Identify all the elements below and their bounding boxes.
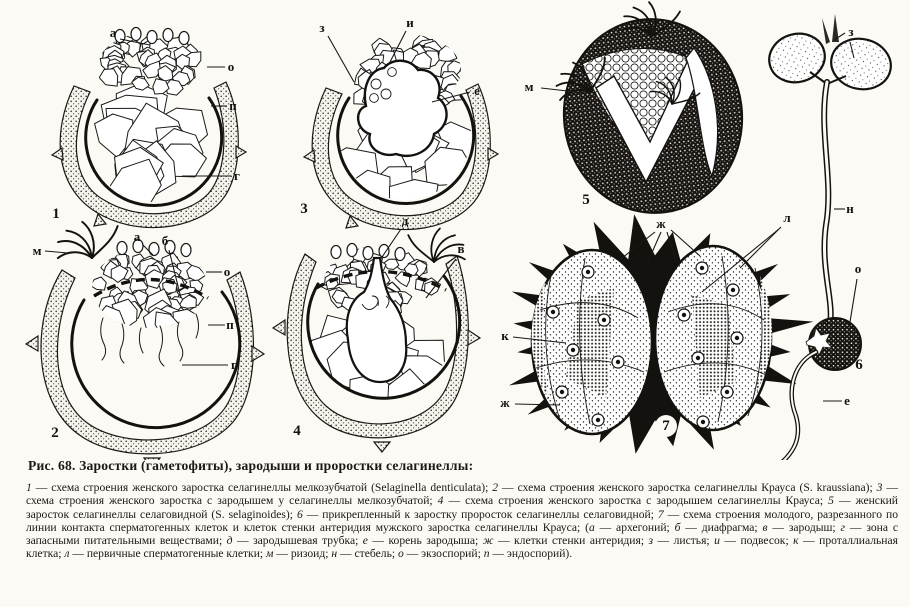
panel-1-label-a: а (109, 25, 117, 40)
panel-7-label-zh-top: ж (656, 216, 666, 231)
panel-2-illustration (26, 213, 264, 460)
panel-7-number: 7 (662, 418, 670, 434)
panel-7-label-zh-bottom: ж (500, 395, 510, 410)
panel-1-label-g: г (234, 168, 240, 183)
figure-caption (26, 458, 898, 561)
panel-2-label-b: б (161, 233, 169, 248)
panel-5-label-m: м (524, 79, 534, 94)
panel-4-label-d: д (401, 213, 409, 228)
panel-3-illustration (300, 15, 498, 230)
panel-7-label-k: к (501, 328, 509, 343)
panel-2-label-g: г (231, 357, 237, 372)
panel-2-label-m: м (32, 243, 42, 258)
panel-6-label-o: о (854, 261, 862, 276)
panel-3-label-e: е (474, 83, 480, 98)
panel-6-illustration (764, 14, 896, 460)
panel-1-illustration (52, 25, 246, 228)
figure-caption-body: 1 — схема строения женского заростка селагинеллы мелкозубчатой (Selaginella denticulata); 2 — схема строения женского заростка селагинеллы Крауса (S. kraussiana); 3 — схема строения женского заростка с зародышем у селагинеллы мелкозубчатой; 4 — схема строения женского заростка с зародышем селагинеллы Крауса; 5 — женский заросток селагинеллы селаговидной (S. selaginoides); 6 — прикрепленный к заростку проросток селагинеллы селаговидной; 7 — схема строения молодого, разрезанного по линии контакта сперматогенных клеток и клеток стенки антеридия мужского заростка селагинеллы Крауса; (а — архегоний; б — диафрагма; в — зародыш; г — зона с запасными питательными веществами; д — зародышевая трубка; е — корень зародыша; ж — клетки стенки антеридия; з — листья; и — подвесок; к — проталлиальная клетка; л — первичные сперматогенные клетки; м — ризоид; н — стебель; о — экзоспорий; п — эндоспорий). (26, 481, 898, 561)
panel-2-label-p: п (226, 317, 234, 332)
panel-4-illustration (273, 213, 480, 452)
panel-7-label-l: л (783, 210, 791, 225)
panel-2-label-o: о (223, 264, 231, 279)
panel-3-number: 3 (300, 201, 308, 217)
panel-4-number: 4 (293, 423, 301, 439)
panel-6-label-n: н (846, 201, 854, 216)
panel-1-label-o: о (227, 59, 235, 74)
panel-3-label-z: з (319, 20, 325, 35)
panel-2-number: 2 (51, 425, 59, 441)
panel-1-label-p: п (229, 98, 237, 113)
panel-6-number: 6 (855, 357, 863, 373)
panel-3-label-i: и (406, 15, 414, 30)
panel-4-label-v: в (457, 241, 465, 256)
panel-5-number: 5 (582, 192, 590, 208)
figure-caption-title: Рис. 68. Заростки (гаметофиты), зародыши и проростки селагинеллы: (28, 458, 474, 473)
panel-7-illustration (500, 210, 813, 454)
panel-6-label-e: е (844, 393, 850, 408)
panel-5-illustration (525, 0, 754, 223)
panel-6-label-z: з (848, 24, 854, 39)
panel-1-number: 1 (52, 206, 60, 222)
panel-2-label-a: а (133, 229, 141, 244)
